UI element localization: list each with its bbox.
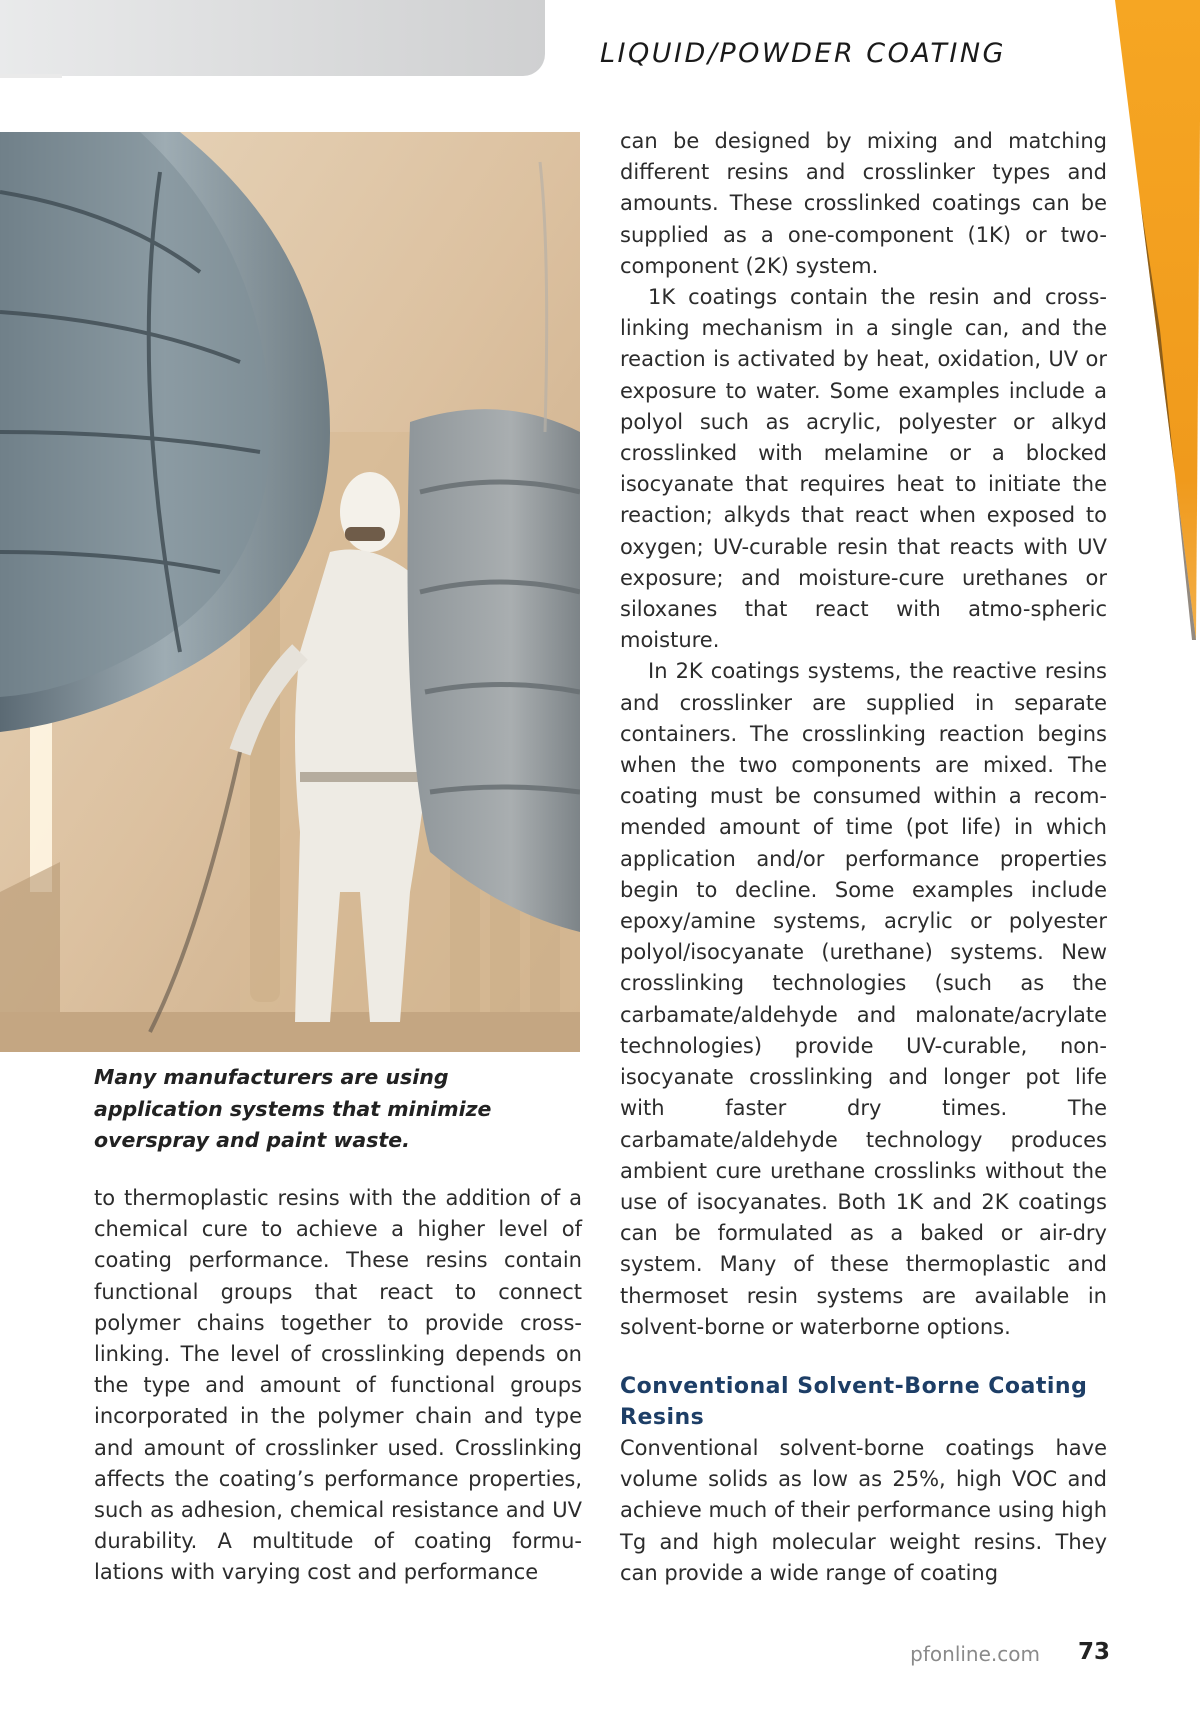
right-text-column	[620, 126, 1107, 1589]
footer-website: pfonline.com	[910, 1642, 1040, 1666]
header-tab	[0, 0, 545, 76]
body-paragraph: to thermoplastic resins with the addition of a chemical cure to achieve a higher level of coating performance. These resins contain functional groups that react to connect polymer chains together to provide cross-linking. The level of crosslinking depends on the type and amount of functional groups incorporated in the polymer chain and type and amount of crosslinker used. Crosslinking affects the coating’s performance properties, such as adhesion, chemical resistance and UV durability. A multitude of coating formu-lations with varying cost and performance	[94, 1186, 582, 1585]
body-paragraph: 1K coatings contain the resin and cross-linking mechanism in a single can, and the reaction is activated by heat, oxidation, UV or exposure to water. Some examples include a polyol such as acrylic, polyester or alkyd crosslinked with melamine or a blocked isocyanate that requires heat to initiate the reaction; alkyds that react when exposed to oxygen; UV-curable resin that reacts with UV exposure; and moisture-cure urethanes or siloxanes that react with atmo-spheric moisture.	[620, 285, 1107, 653]
orange-accent-bar	[1100, 0, 1200, 640]
body-paragraph: In 2K coatings systems, the reactive resins and crosslinker are supplied in separate containers. The crosslinking reaction begins when the two components are mixed. The coating must be consumed within a recom-mended amount of time (pot life) in which application and/or performance properties begin to decline. Some examples include epoxy/amine systems, acrylic or polyester polyol/isocyanate (urethane) systems. New crosslinking technologies (such as the carbamate/aldehyde and malonate/acrylate technologies) provide UV-curable, non-isocyanate crosslinking and longer pot life with faster dry times. The carbamate/aldehyde technology produces ambient cure urethane crosslinks without the use of isocyanates. Both 1K and 2K coatings can be formulated as a baked or air-dry system. Many of these thermoplastic and thermoset resin systems are available in solvent-borne or waterborne options.	[620, 659, 1107, 1339]
photo-caption: Many manufacturers are using application systems that minimize overspray and paint waste.	[94, 1065, 492, 1152]
body-paragraph: can be designed by mixing and matching different resins and crosslinker types and amounts. These crosslinked coatings can be supplied as a one-component (1K) or two-component (2K) system.	[620, 129, 1107, 278]
left-text-column	[94, 1183, 582, 1589]
spray-painting-photo	[0, 132, 580, 1052]
body-paragraph: Conventional solvent-borne coatings have volume solids as low as 25%, high VOC and achieve much of their performance using high Tg and high molecular weight resins. They can provide a wide range of coating	[620, 1435, 1107, 1585]
section-heading: Conventional Solvent-Borne Coating Resins	[620, 1373, 1088, 1430]
page-number: 73	[1077, 1639, 1110, 1665]
section-title: LIQUID/POWDER COATING	[600, 38, 1006, 69]
